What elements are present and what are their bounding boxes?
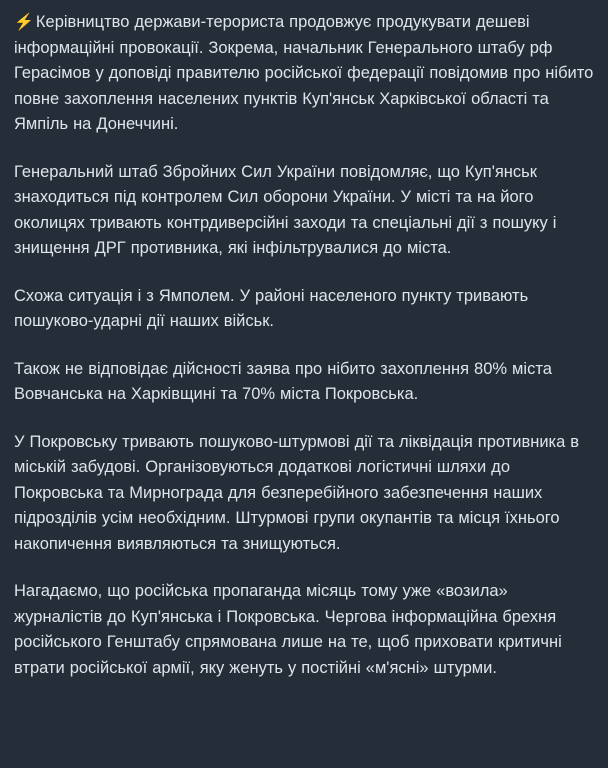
paragraph-4: Також не відповідає дійсності заява про нібито захоплення 80% міста Вовчанська на Харківщині та 70% міста Покровська.: [14, 359, 552, 403]
paragraph-1: [14, 10, 594, 138]
paragraph-2: Генеральний штаб Збройних Сил України повідомляє, що Куп'янськ знаходиться під контролем Сил оборони України. У місті та на його околицях тривають контрдиверсійні заходи та спеціальні дії з пошуку і знищення ДРГ противника, які інфільтрувалися до міста.: [14, 162, 557, 257]
paragraph-1-text: Керівництво держави-терориста продовжує продукувати дешеві інформаційні провокації. Зокрема, начальник Генерального штабу рф Герасімов у доповіді правителю російської федерації повідомив про нібито повне захоплення населених пунктів Куп'янськ Харківської області та Ямпіль на Донеччині.: [14, 13, 594, 133]
left-rail: [0, 0, 3, 768]
paragraph-6: Нагадаємо, що російська пропаганда місяць тому уже «возила» журналістів до Куп'янська і Покровська. Чергова інформаційна брехня російського Генштабу спрямована лише на те, щоб приховати критичні втрати російської армії, яку женуть у постійні «м'ясні» штурми.: [14, 582, 562, 677]
high-voltage-icon: ⚡: [14, 14, 34, 31]
paragraph-3: Схожа ситуація і з Ямполем. У районі населеного пункту тривають пошуково-ударні дії наших військ.: [14, 286, 529, 330]
paragraph-5: У Покровську тривають пошуково-штурмові дії та ліквідація противника в міській забудові. Організовуються додаткові логістичні шляхи до Покровська та Мирнограда для безперебійного забезпечення наших підрозділів усім необхідним. Штурмові групи окупантів та місця їхнього накопичення виявляються та знищуються.: [14, 432, 580, 553]
